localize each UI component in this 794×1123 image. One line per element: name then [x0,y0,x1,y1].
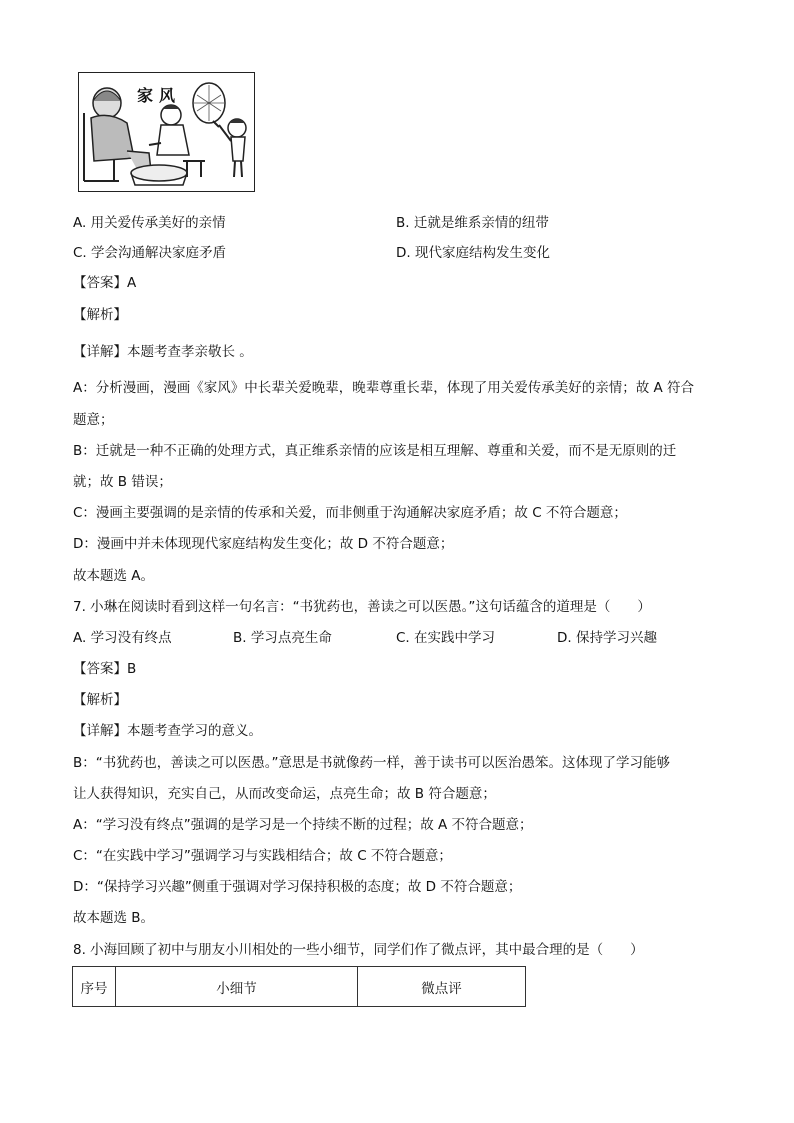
q6-analysis-heading: 【解析】 [73,307,127,323]
q6-explanation-line: A：分析漫画，漫画《家风》中长辈关爱晚辈，晚辈尊重长辈，体现了用关爱传承美好的亲情；故 A 符合 [73,380,695,396]
q6-detail-heading: 【详解】本题考查孝亲敬长 。 [73,344,253,360]
q6-conclusion: 故本题选 A。 [73,568,155,584]
q7-option-a[interactable]: A. 学习没有终点 [73,630,172,646]
q6-explanation-line: D：漫画中并未体现现代家庭结构发生变化；故 D 不符合题意； [73,536,454,552]
q6-answer: 【答案】A [73,275,137,291]
q7-explanation-line: 让人获得知识，充实自己，从而改变命运，点亮生命；故 B 符合题意； [73,786,496,802]
q7-explanation-line: B：“书犹药也，善读之可以医愚。”意思是书就像药一样，善于读书可以医治愚笨。这体现了学习能够 [73,755,670,771]
q8-stem: 8. 小海回顾了初中与朋友小川相处的一些小细节，同学们作了微点评，其中最合理的是（ ） [73,942,644,958]
q6-explanation-line: 题意； [73,412,114,428]
q6-explanation-line: B：迁就是一种不正确的处理方式，真正维系亲情的应该是相互理解、尊重和关爱，而不是无原则的迁 [73,443,677,459]
q6-option-c[interactable]: C. 学会沟通解决家庭矛盾 [73,245,227,261]
q6-option-a[interactable]: A. 用关爱传承美好的亲情 [73,215,226,231]
table-header-row [73,967,526,1007]
q6-explanation-line: 就；故 B 错误； [73,474,172,490]
table-header-number: 序号 [73,967,116,1007]
q7-conclusion: 故本题选 B。 [73,910,155,926]
q7-analysis-heading: 【解析】 [73,692,127,708]
table-header-comment: 微点评 [358,967,526,1007]
table-header-detail: 小细节 [116,967,358,1007]
q6-option-b[interactable]: B. 迁就是维系亲情的纽带 [396,215,549,231]
family-style-cartoon [78,72,255,192]
cartoon-caption: 家风 [137,86,182,105]
q7-explanation-line: D：“保持学习兴趣”侧重于强调对学习保持积极的态度；故 D 不符合题意； [73,879,522,895]
q7-option-b[interactable]: B. 学习点亮生命 [233,630,332,646]
q7-stem: 7. 小琳在阅读时看到这样一句名言：“书犹药也，善读之可以医愚。”这句话蕴含的道理是（ ） [73,599,651,615]
q8-table [72,966,526,1007]
q6-explanation-line: C：漫画主要强调的是亲情的传承和关爱，而非侧重于沟通解决家庭矛盾；故 C 不符合题意； [73,505,627,521]
q7-option-d[interactable]: D. 保持学习兴趣 [557,630,657,646]
q7-answer: 【答案】B [73,661,137,677]
q7-explanation-line: C：“在实践中学习”强调学习与实践相结合；故 C 不符合题意； [73,848,452,864]
q7-detail-heading: 【详解】本题考查学习的意义。 [73,723,262,739]
q6-option-d[interactable]: D. 现代家庭结构发生变化 [396,245,550,261]
q7-option-c[interactable]: C. 在实践中学习 [396,630,496,646]
q7-explanation-line: A：“学习没有终点”强调的是学习是一个持续不断的过程；故 A 不符合题意； [73,817,533,833]
